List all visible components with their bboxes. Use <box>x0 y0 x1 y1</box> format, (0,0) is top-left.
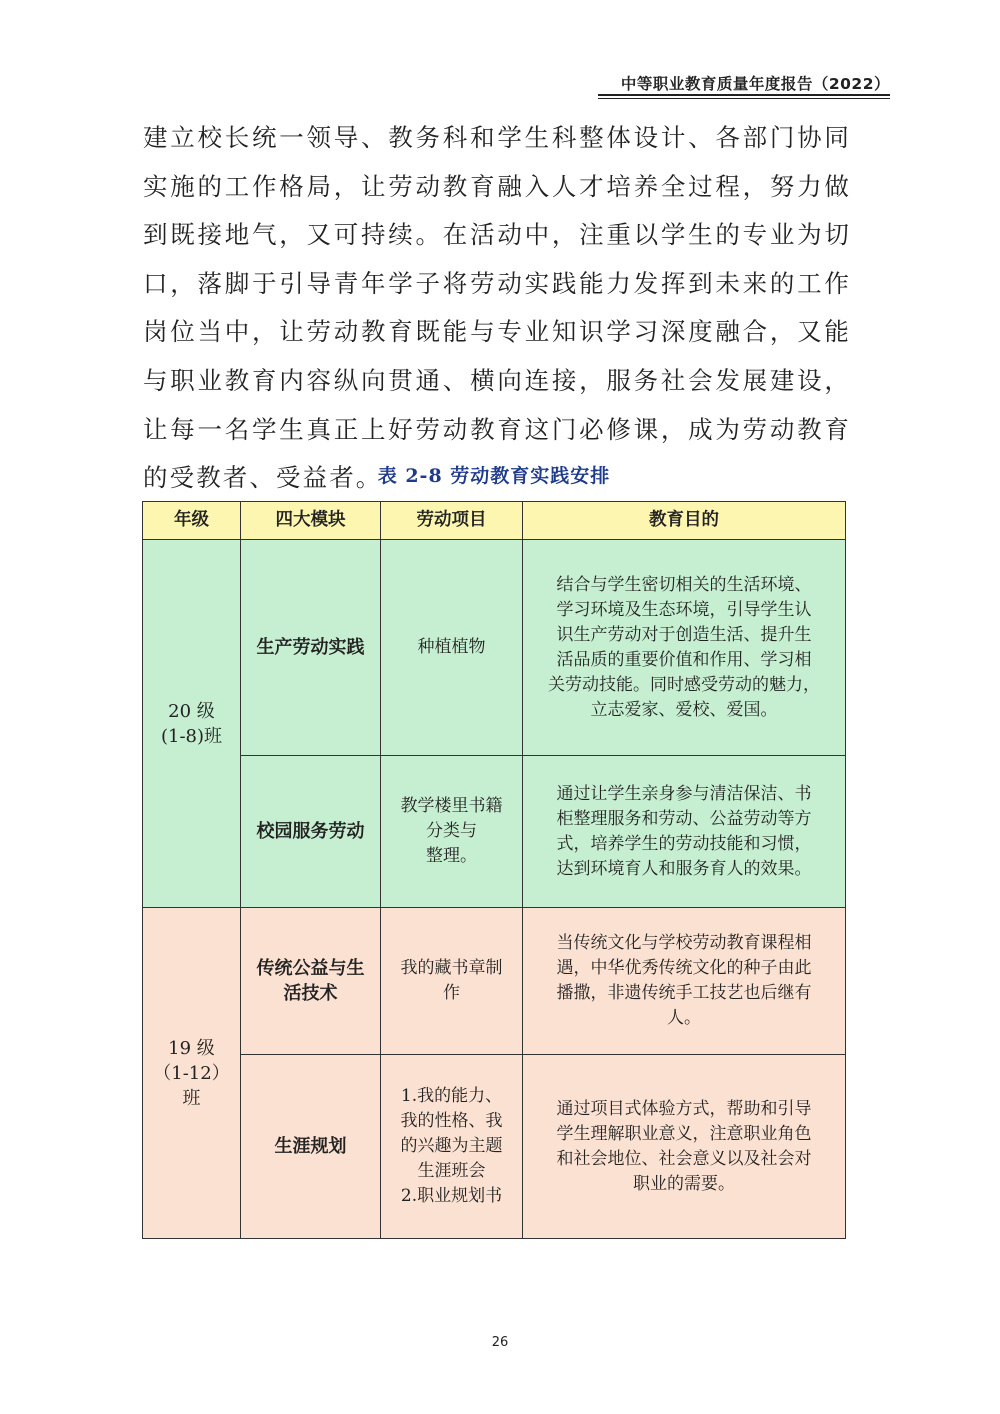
module-cell: 生产劳动实践 <box>241 540 381 756</box>
table-caption: 表 2-8 劳动教育实践安排 <box>377 465 611 487</box>
report-header-title: 中等职业教育质量年度报告（2022） <box>620 75 890 93</box>
table-header-row <box>143 502 846 540</box>
table-row <box>143 756 846 908</box>
body-paragraph: 建立校长统一领导、教务科和学生科整体设计、各部门协同实施的工作格局，让劳动教育融入人才培养全过程，努力做到既接地气，又可持续。在活动中，注重以学生的专业为切口，落脚于引导青年学子将劳动实践能力发挥到未来的工作岗位当中，让劳动教育既能与专业知识学习深度融合，又能与职业教育内容纵向贯通、横向连接，服务社会发展建设，让每一名学生真正上好劳动教育这门必修课，成为劳动教育的受教者、受益者。 <box>143 123 851 493</box>
module-cell: 生涯规划 <box>241 1055 381 1239</box>
purpose-cell: 通过让学生亲身参与清洁保洁、书 柜整理服务和劳动、公益劳动等方 式，培养学生的劳动技能和习惯， 达到环境育人和服务育人的效果。 <box>523 756 846 908</box>
project-cell: 种植植物 <box>381 540 523 756</box>
labor-education-table <box>142 501 846 1239</box>
module-cell: 校园服务劳动 <box>241 756 381 908</box>
header-purpose: 教育目的 <box>523 502 846 540</box>
project-cell: 1.我的能力、 我的性格、我 的兴趣为主题 生涯班会 2.职业规划书 <box>381 1055 523 1239</box>
table-row <box>143 540 846 756</box>
purpose-cell: 当传统文化与学校劳动教育课程相 遇，中华优秀传统文化的种子由此 播撒，非遗传统手工技艺也后继有 人。 <box>523 908 846 1055</box>
project-cell: 教学楼里书籍 分类与 整理。 <box>381 756 523 908</box>
table-row <box>143 908 846 1055</box>
table-row <box>143 1055 846 1239</box>
header-rule <box>598 94 890 96</box>
header-rule-thin <box>598 98 890 99</box>
header-module: 四大模块 <box>241 502 381 540</box>
header-grade: 年级 <box>143 502 241 540</box>
grade-cell: 19 级 （1-12） 班 <box>143 908 241 1239</box>
page-number: 26 <box>491 1335 509 1350</box>
grade-cell: 20 级 (1-8)班 <box>143 540 241 908</box>
project-cell: 我的藏书章制 作 <box>381 908 523 1055</box>
header-project: 劳动项目 <box>381 502 523 540</box>
purpose-cell: 通过项目式体验方式，帮助和引导 学生理解职业意义，注意职业角色 和社会地位、社会意义以及社会对 职业的需要。 <box>523 1055 846 1239</box>
module-cell: 传统公益与生 活技术 <box>241 908 381 1055</box>
purpose-cell: 结合与学生密切相关的生活环境、 学习环境及生态环境，引导学生认 识生产劳动对于创造生活、提升生 活品质的重要价值和作用、学习相 关劳动技能。同时感受劳动的魅力， 立志爱家、爱校、爱国。 <box>523 540 846 756</box>
